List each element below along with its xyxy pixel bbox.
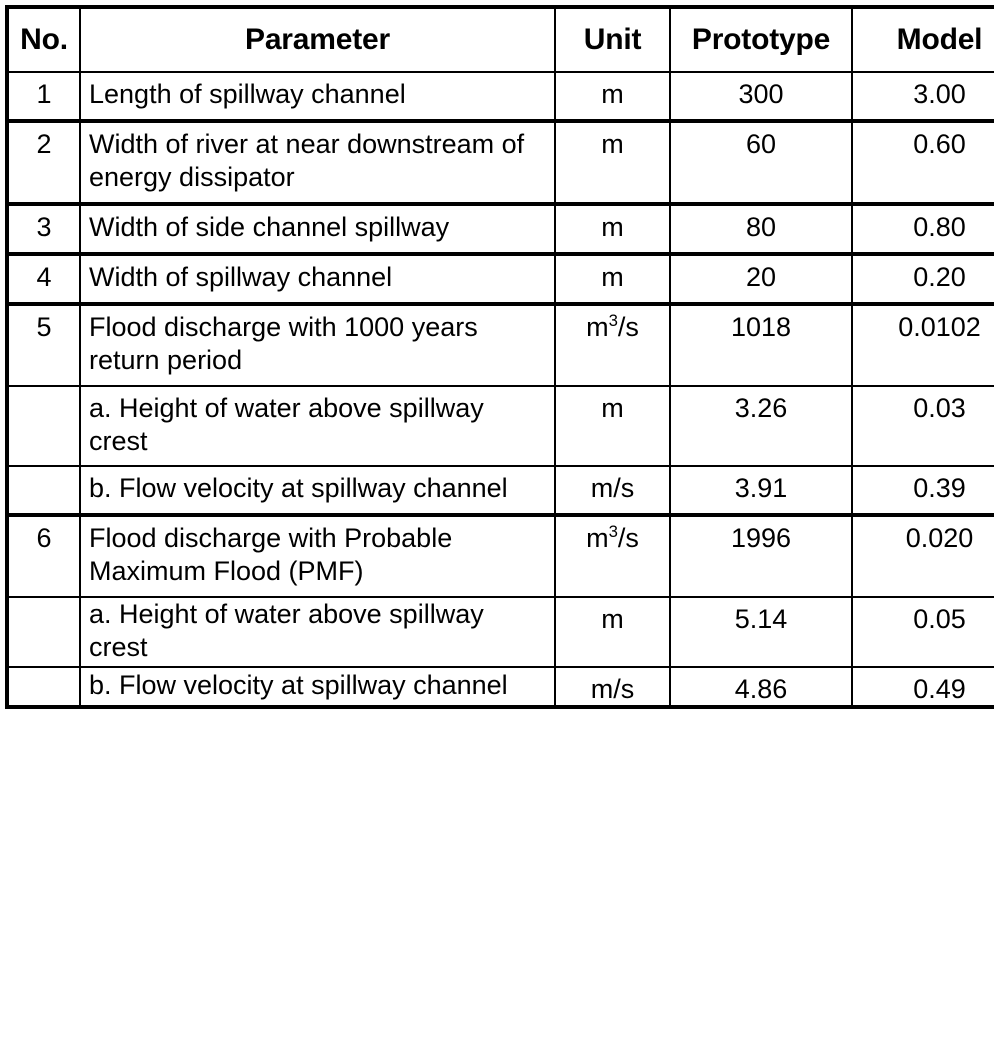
cell-no bbox=[7, 597, 80, 667]
unit-base: m bbox=[586, 523, 609, 554]
cell-no: 4 bbox=[7, 254, 80, 304]
cell-model-value: 3.00 bbox=[852, 72, 994, 121]
cell-parameter: b. Flow velocity at spillway channel bbox=[80, 667, 555, 707]
cell-unit bbox=[555, 304, 670, 386]
column-header-parameter: Parameter bbox=[80, 7, 555, 72]
table-row bbox=[7, 515, 994, 597]
cell-no: 5 bbox=[7, 304, 80, 386]
cell-unit bbox=[555, 466, 670, 515]
table-row bbox=[7, 304, 994, 386]
cell-prototype-value: 60 bbox=[670, 121, 852, 204]
cell-model-value: 0.20 bbox=[852, 254, 994, 304]
spillway-parameter-table bbox=[5, 5, 994, 709]
table-row bbox=[7, 72, 994, 121]
cell-prototype-value: 3.26 bbox=[670, 386, 852, 467]
cell-unit bbox=[555, 72, 670, 121]
cell-no bbox=[7, 386, 80, 467]
table-row bbox=[7, 667, 994, 707]
cell-parameter: b. Flow velocity at spillway channel bbox=[80, 466, 555, 515]
cell-prototype-value: 5.14 bbox=[670, 597, 852, 667]
cell-parameter: a. Height of water above spillway crest bbox=[80, 597, 555, 667]
unit-base: m bbox=[601, 392, 624, 423]
cell-no: 3 bbox=[7, 204, 80, 254]
cell-model-value: 0.39 bbox=[852, 466, 994, 515]
cell-unit bbox=[555, 204, 670, 254]
unit-tail: /s bbox=[617, 523, 639, 554]
unit-tail: /s bbox=[617, 311, 639, 342]
cell-prototype-value: 80 bbox=[670, 204, 852, 254]
cell-model-value: 0.03 bbox=[852, 386, 994, 467]
unit-base: m bbox=[601, 211, 624, 242]
unit-exponent: 3 bbox=[608, 522, 618, 542]
cell-unit bbox=[555, 667, 670, 707]
cell-no: 2 bbox=[7, 121, 80, 204]
unit-exponent: 3 bbox=[608, 310, 618, 330]
unit-base: m bbox=[601, 128, 624, 159]
cell-no: 6 bbox=[7, 515, 80, 597]
cell-parameter: Width of side channel spillway bbox=[80, 204, 555, 254]
cell-prototype-value: 300 bbox=[670, 72, 852, 121]
cell-model-value: 0.05 bbox=[852, 597, 994, 667]
cell-unit bbox=[555, 254, 670, 304]
table-row bbox=[7, 597, 994, 667]
unit-base: m/s bbox=[590, 473, 635, 504]
table-body bbox=[7, 72, 994, 707]
cell-prototype-value: 3.91 bbox=[670, 466, 852, 515]
unit-base: m bbox=[586, 311, 609, 342]
table-row bbox=[7, 386, 994, 467]
cell-unit bbox=[555, 597, 670, 667]
cell-model-value: 0.80 bbox=[852, 204, 994, 254]
cell-unit bbox=[555, 515, 670, 597]
cell-parameter: a. Height of water above spillway crest bbox=[80, 386, 555, 467]
table-header bbox=[7, 7, 994, 72]
unit-base: m/s bbox=[590, 674, 635, 705]
cell-no bbox=[7, 466, 80, 515]
cell-parameter: Width of river at near downstream of energy dissipator bbox=[80, 121, 555, 204]
table-row bbox=[7, 254, 994, 304]
cell-model-value: 0.020 bbox=[852, 515, 994, 597]
cell-prototype-value: 1996 bbox=[670, 515, 852, 597]
cell-unit bbox=[555, 386, 670, 467]
cell-unit bbox=[555, 121, 670, 204]
cell-prototype-value: 4.86 bbox=[670, 667, 852, 707]
unit-base: m bbox=[601, 604, 624, 635]
table-row bbox=[7, 121, 994, 204]
column-header-unit: Unit bbox=[555, 7, 670, 72]
cell-model-value: 0.0102 bbox=[852, 304, 994, 386]
table-row bbox=[7, 204, 994, 254]
unit-base: m bbox=[601, 261, 624, 292]
cell-prototype-value: 1018 bbox=[670, 304, 852, 386]
header-row bbox=[7, 7, 994, 72]
cell-prototype-value: 20 bbox=[670, 254, 852, 304]
cell-parameter: Length of spillway channel bbox=[80, 72, 555, 121]
table-sheet bbox=[0, 5, 994, 1057]
cell-parameter: Flood discharge with Probable Maximum Flood (PMF) bbox=[80, 515, 555, 597]
cell-model-value: 0.49 bbox=[852, 667, 994, 707]
cell-parameter: Width of spillway channel bbox=[80, 254, 555, 304]
column-header-prototype: Prototype bbox=[670, 7, 852, 72]
cell-no bbox=[7, 667, 80, 707]
cell-no: 1 bbox=[7, 72, 80, 121]
unit-base: m bbox=[601, 79, 624, 109]
cell-parameter: Flood discharge with 1000 years return period bbox=[80, 304, 555, 386]
column-header-no: No. bbox=[7, 7, 80, 72]
cell-model-value: 0.60 bbox=[852, 121, 994, 204]
column-header-model: Model bbox=[852, 7, 994, 72]
table-row bbox=[7, 466, 994, 515]
